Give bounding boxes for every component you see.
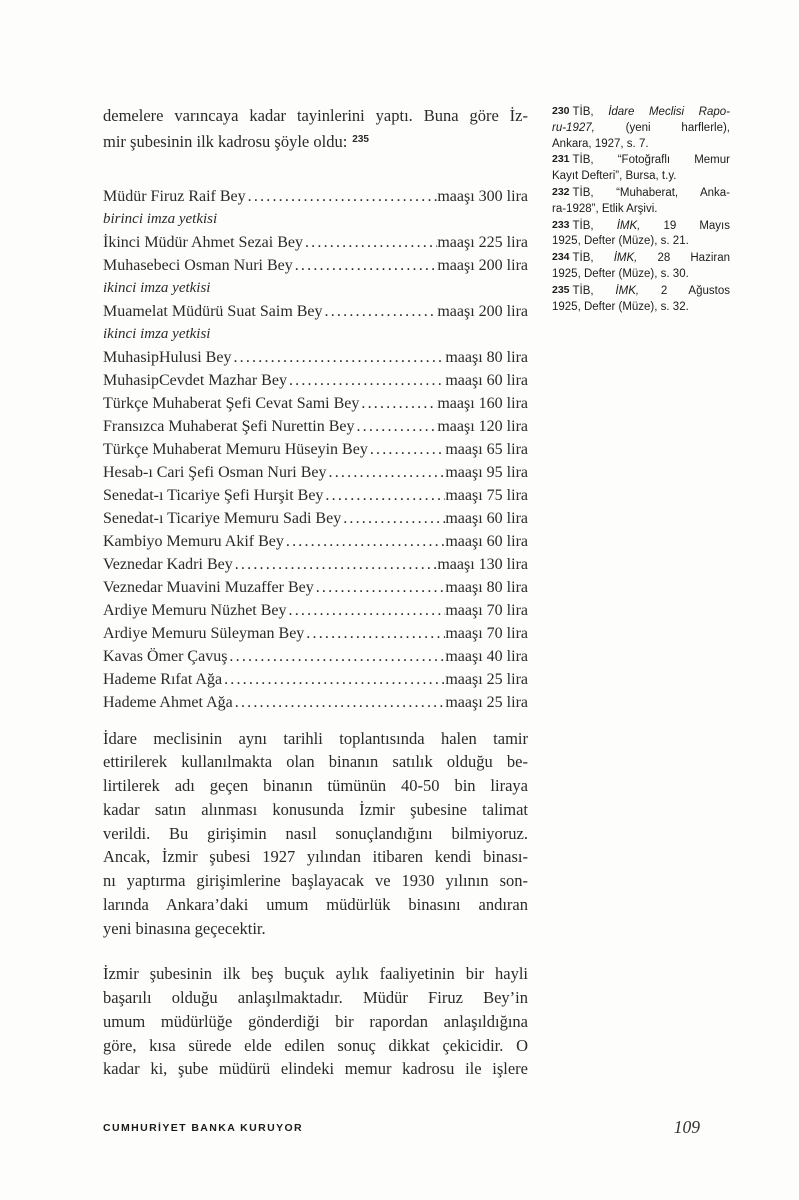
footnote-number: 235 [552, 283, 570, 296]
staff-list-row [103, 300, 528, 323]
dot-leader [284, 530, 445, 553]
staff-salary: maaşı 70 lira [445, 601, 528, 619]
staff-list-row [103, 622, 528, 645]
dot-leader [314, 576, 446, 599]
staff-name: Veznedar Kadri Bey [103, 555, 233, 573]
intro-line-2 [103, 128, 528, 154]
footnote-text-segment: 19 Mayıs [640, 219, 731, 232]
footnote-text-segment: TİB, “Muhaberat, Anka- [572, 186, 730, 199]
footnote-line [552, 283, 730, 300]
staff-name: Senedat-ı Ticariye Şefi Hurşit Bey [103, 486, 324, 504]
dot-leader [222, 668, 445, 691]
footnote-232 [552, 185, 730, 218]
staff-salary: maaşı 60 lira [445, 509, 528, 527]
paragraph-line: ettirilerek kullanılmakta olan binanın satılık olduğu be- [103, 752, 528, 772]
staff-salary: maaşı 200 lira [437, 256, 528, 274]
paragraph-line: umum müdürlüğe gönderdiği bir rapordan anlaşıldığına [103, 1011, 528, 1031]
paragraph-line: İdare meclisinin aynı tarihli toplantısında halen tamir [103, 728, 528, 748]
staff-list-row [103, 484, 528, 507]
footnote-text-segment: İMK, [615, 284, 640, 297]
footnote-line [552, 234, 730, 250]
staff-list-row [103, 346, 528, 369]
staff-salary: maaşı 80 lira [445, 578, 528, 596]
paragraph-line: başarılı olduğu anlaşılmaktadır. Müdür Firuz Bey’in [103, 988, 528, 1007]
staff-list-row [103, 461, 528, 484]
staff-name: Türkçe Muhaberat Şefi Cevat Sami Bey [103, 394, 360, 412]
staff-salary: maaşı 80 lira [445, 348, 528, 366]
staff-salary: maaşı 120 lira [437, 417, 528, 435]
footnote-text-segment: 28 Haziran [637, 252, 731, 265]
staff-name: Fransızca Muhaberat Şefi Nurettin Bey [103, 417, 355, 435]
paragraph-line: kadar satın alınması konusunda İzmir şubesine talimat [103, 799, 528, 819]
intro-paragraph [103, 104, 528, 154]
footnote-line [552, 250, 730, 267]
staff-list-row [103, 691, 528, 714]
staff-list-row [103, 507, 528, 530]
staff-name: Muamelat Müdürü Suat Saim Bey [103, 302, 323, 320]
footnote-text-segment: TİB, [572, 219, 617, 232]
footnote-text-segment: 2 Ağustos [639, 284, 730, 297]
footnote-ref-235: 235 [352, 133, 369, 145]
footnote-line [552, 185, 730, 202]
dot-leader [246, 185, 438, 208]
staff-salary: maaşı 40 lira [445, 647, 528, 665]
staff-salary: maaşı 300 lira [437, 187, 528, 205]
staff-salary: maaşı 160 lira [437, 394, 528, 412]
footnote-line [552, 121, 730, 137]
footnote-text-segment: 1925, Defter (Müze), s. 32. [552, 300, 689, 313]
footnote-text-segment: ru-1927, [552, 121, 595, 134]
dot-leader [323, 484, 445, 507]
staff-salary: maaşı 25 lira [445, 670, 528, 688]
paragraph-line: göre, kısa sürede elde edilen sonuç dikkat çekicidir. O [103, 1035, 528, 1055]
footnote-text-segment: İMK, [613, 252, 638, 265]
staff-salary: maaşı 200 lira [437, 302, 528, 320]
footnote-text-segment: TİB, “Fotoğraflı Memur [572, 154, 730, 167]
dot-leader [293, 254, 438, 277]
staff-name: İkinci Müdür Ahmet Sezai Bey [103, 233, 303, 251]
dot-leader [303, 231, 437, 254]
footnote-line [552, 169, 730, 185]
footnote-text-segment: TİB, [572, 284, 616, 297]
dot-leader [359, 392, 437, 415]
footnote-line [552, 202, 730, 218]
paragraph-line: larında Ankara’daki umum müdürlük binasını andıran [103, 894, 528, 914]
footnote-text-segment: (yeni harflerle), [594, 121, 730, 134]
staff-salary: maaşı 130 lira [437, 555, 528, 573]
paragraph-line: lirtilerek adı geçen binanın tümünün 40-50 bin liraya [103, 776, 528, 795]
staff-salary: maaşı 65 lira [445, 440, 528, 458]
staff-list-row [103, 599, 528, 622]
footnote-line [552, 218, 730, 235]
paragraph-line: İzmir şubesinin ilk beş buçuk aylık faaliyetinin bir hayli [103, 964, 528, 984]
dot-leader [287, 369, 445, 392]
dot-leader [233, 691, 446, 714]
footnote-number: 233 [552, 218, 570, 231]
staff-name: Veznedar Muavini Muzaffer Bey [103, 578, 314, 596]
staff-list-row [103, 392, 528, 415]
paragraph-line: yeni binasına geçecektir. [103, 918, 266, 938]
staff-name: Hademe Rıfat Ağa [103, 670, 223, 688]
staff-salary: maaşı 70 lira [445, 624, 528, 642]
staff-name: Türkçe Muhaberat Memuru Hüseyin Bey [103, 440, 368, 458]
footnote-text-segment: TİB, [572, 252, 614, 265]
footnote-text-segment: 1925, Defter (Müze), s. 21. [552, 235, 689, 248]
staff-list-row [103, 668, 528, 691]
dot-leader [327, 461, 446, 484]
paragraph-line: Ancak, İzmir şubesi 1927 yılından itibaren kendi binası- [103, 847, 528, 867]
staff-list-row [103, 185, 528, 208]
footnote-231 [552, 152, 730, 185]
signature-authority-note: ikinci imza yetkisi [103, 279, 211, 296]
footnote-text-segment: TİB, [572, 106, 609, 118]
footnote-234 [552, 250, 730, 283]
staff-name: Hesab-ı Cari Şefi Osman Nuri Bey [103, 463, 327, 481]
running-title: CUMHURİYET BANKA KURUYOR [103, 1122, 304, 1134]
main-text-column [103, 104, 528, 1081]
staff-list-row [103, 438, 528, 461]
staff-name: MuhasipHulusi Bey [103, 348, 232, 366]
paragraph-branch-performance [103, 962, 528, 1081]
staff-list-row [103, 231, 528, 254]
paragraph-line: nı yaptırma girişimlerine başlayacak ve 1930 yılının son- [103, 871, 528, 890]
staff-list-row [103, 645, 528, 668]
footnote-line [552, 152, 730, 169]
staff-salary: maaşı 225 lira [437, 233, 528, 251]
footnote-line [552, 300, 730, 316]
signature-authority-note: ikinci imza yetkisi [103, 325, 211, 342]
footnote-number: 232 [552, 185, 570, 198]
staff-salary: maaşı 60 lira [445, 371, 528, 389]
staff-salary-list [103, 185, 528, 714]
staff-list-row [103, 415, 528, 438]
footnote-233 [552, 218, 730, 251]
footnote-230 [552, 104, 730, 152]
dot-leader [368, 438, 446, 461]
footnote-line [552, 137, 730, 153]
paragraph-line: kadar ki, şube müdürü elindeki memur kadrosu ile işlere [103, 1059, 528, 1079]
dot-leader [227, 645, 445, 668]
footnote-text-segment: İMK, [616, 219, 641, 232]
dot-leader [304, 622, 445, 645]
staff-name: Senedat-ı Ticariye Memuru Sadi Bey [103, 509, 342, 527]
dot-leader [341, 507, 445, 530]
staff-salary: maaşı 25 lira [445, 693, 528, 711]
staff-name: Müdür Firuz Raif Bey [103, 187, 246, 205]
footnote-text-segment: İdare Meclisi Rapo- [608, 106, 730, 118]
footnote-text-segment: Ankara, 1927, s. 7. [552, 137, 649, 150]
dot-leader [233, 553, 438, 576]
dot-leader [287, 599, 446, 622]
intro-line-2-text: mir şubesinin ilk kadrosu şöyle oldu: [103, 131, 348, 151]
footnote-number: 230 [552, 105, 570, 117]
staff-name: Ardiye Memuru Süleyman Bey [103, 624, 305, 642]
staff-name: Hademe Ahmet Ağa [103, 693, 233, 711]
page-number: 109 [673, 1117, 700, 1137]
staff-salary: maaşı 60 lira [445, 532, 528, 550]
staff-list-row [103, 530, 528, 553]
staff-list-row [103, 576, 528, 599]
footnote-235 [552, 283, 730, 316]
staff-list-row [103, 369, 528, 392]
footnote-line [552, 267, 730, 283]
dot-leader [323, 300, 438, 323]
staff-list-row [103, 254, 528, 277]
dot-leader [354, 415, 437, 438]
staff-name: Kambiyo Memuru Akif Bey [103, 532, 284, 550]
footnotes-column [552, 104, 730, 315]
footnote-text-segment: ra-1928”, Etlik Arşivi. [552, 202, 658, 215]
staff-salary: maaşı 75 lira [445, 486, 528, 504]
intro-line-1: demelere varıncaya kadar tayinlerini yaptı. Buna göre İz- [103, 106, 528, 125]
staff-name: MuhasipCevdet Mazhar Bey [103, 371, 287, 389]
dot-leader [231, 346, 445, 369]
staff-name: Kavas Ömer Çavuş [103, 647, 228, 665]
footnote-line [552, 104, 730, 121]
staff-salary: maaşı 95 lira [445, 463, 528, 481]
staff-name: Ardiye Memuru Nüzhet Bey [103, 601, 287, 619]
staff-list-row [103, 553, 528, 576]
signature-authority-note: birinci imza yetkisi [103, 210, 218, 227]
footnote-text-segment: Kayıt Defteri”, Bursa, t.y. [552, 170, 677, 183]
paragraph-building-purchase [103, 727, 528, 941]
staff-name: Muhasebeci Osman Nuri Bey [103, 256, 293, 274]
paragraph-line: verildi. Bu girişimin nasıl sonuçlandığını bilmiyoruz. [103, 823, 528, 843]
footnote-text-segment: 1925, Defter (Müze), s. 30. [552, 267, 689, 280]
footnote-number: 231 [552, 153, 570, 166]
footnote-number: 234 [552, 251, 570, 264]
